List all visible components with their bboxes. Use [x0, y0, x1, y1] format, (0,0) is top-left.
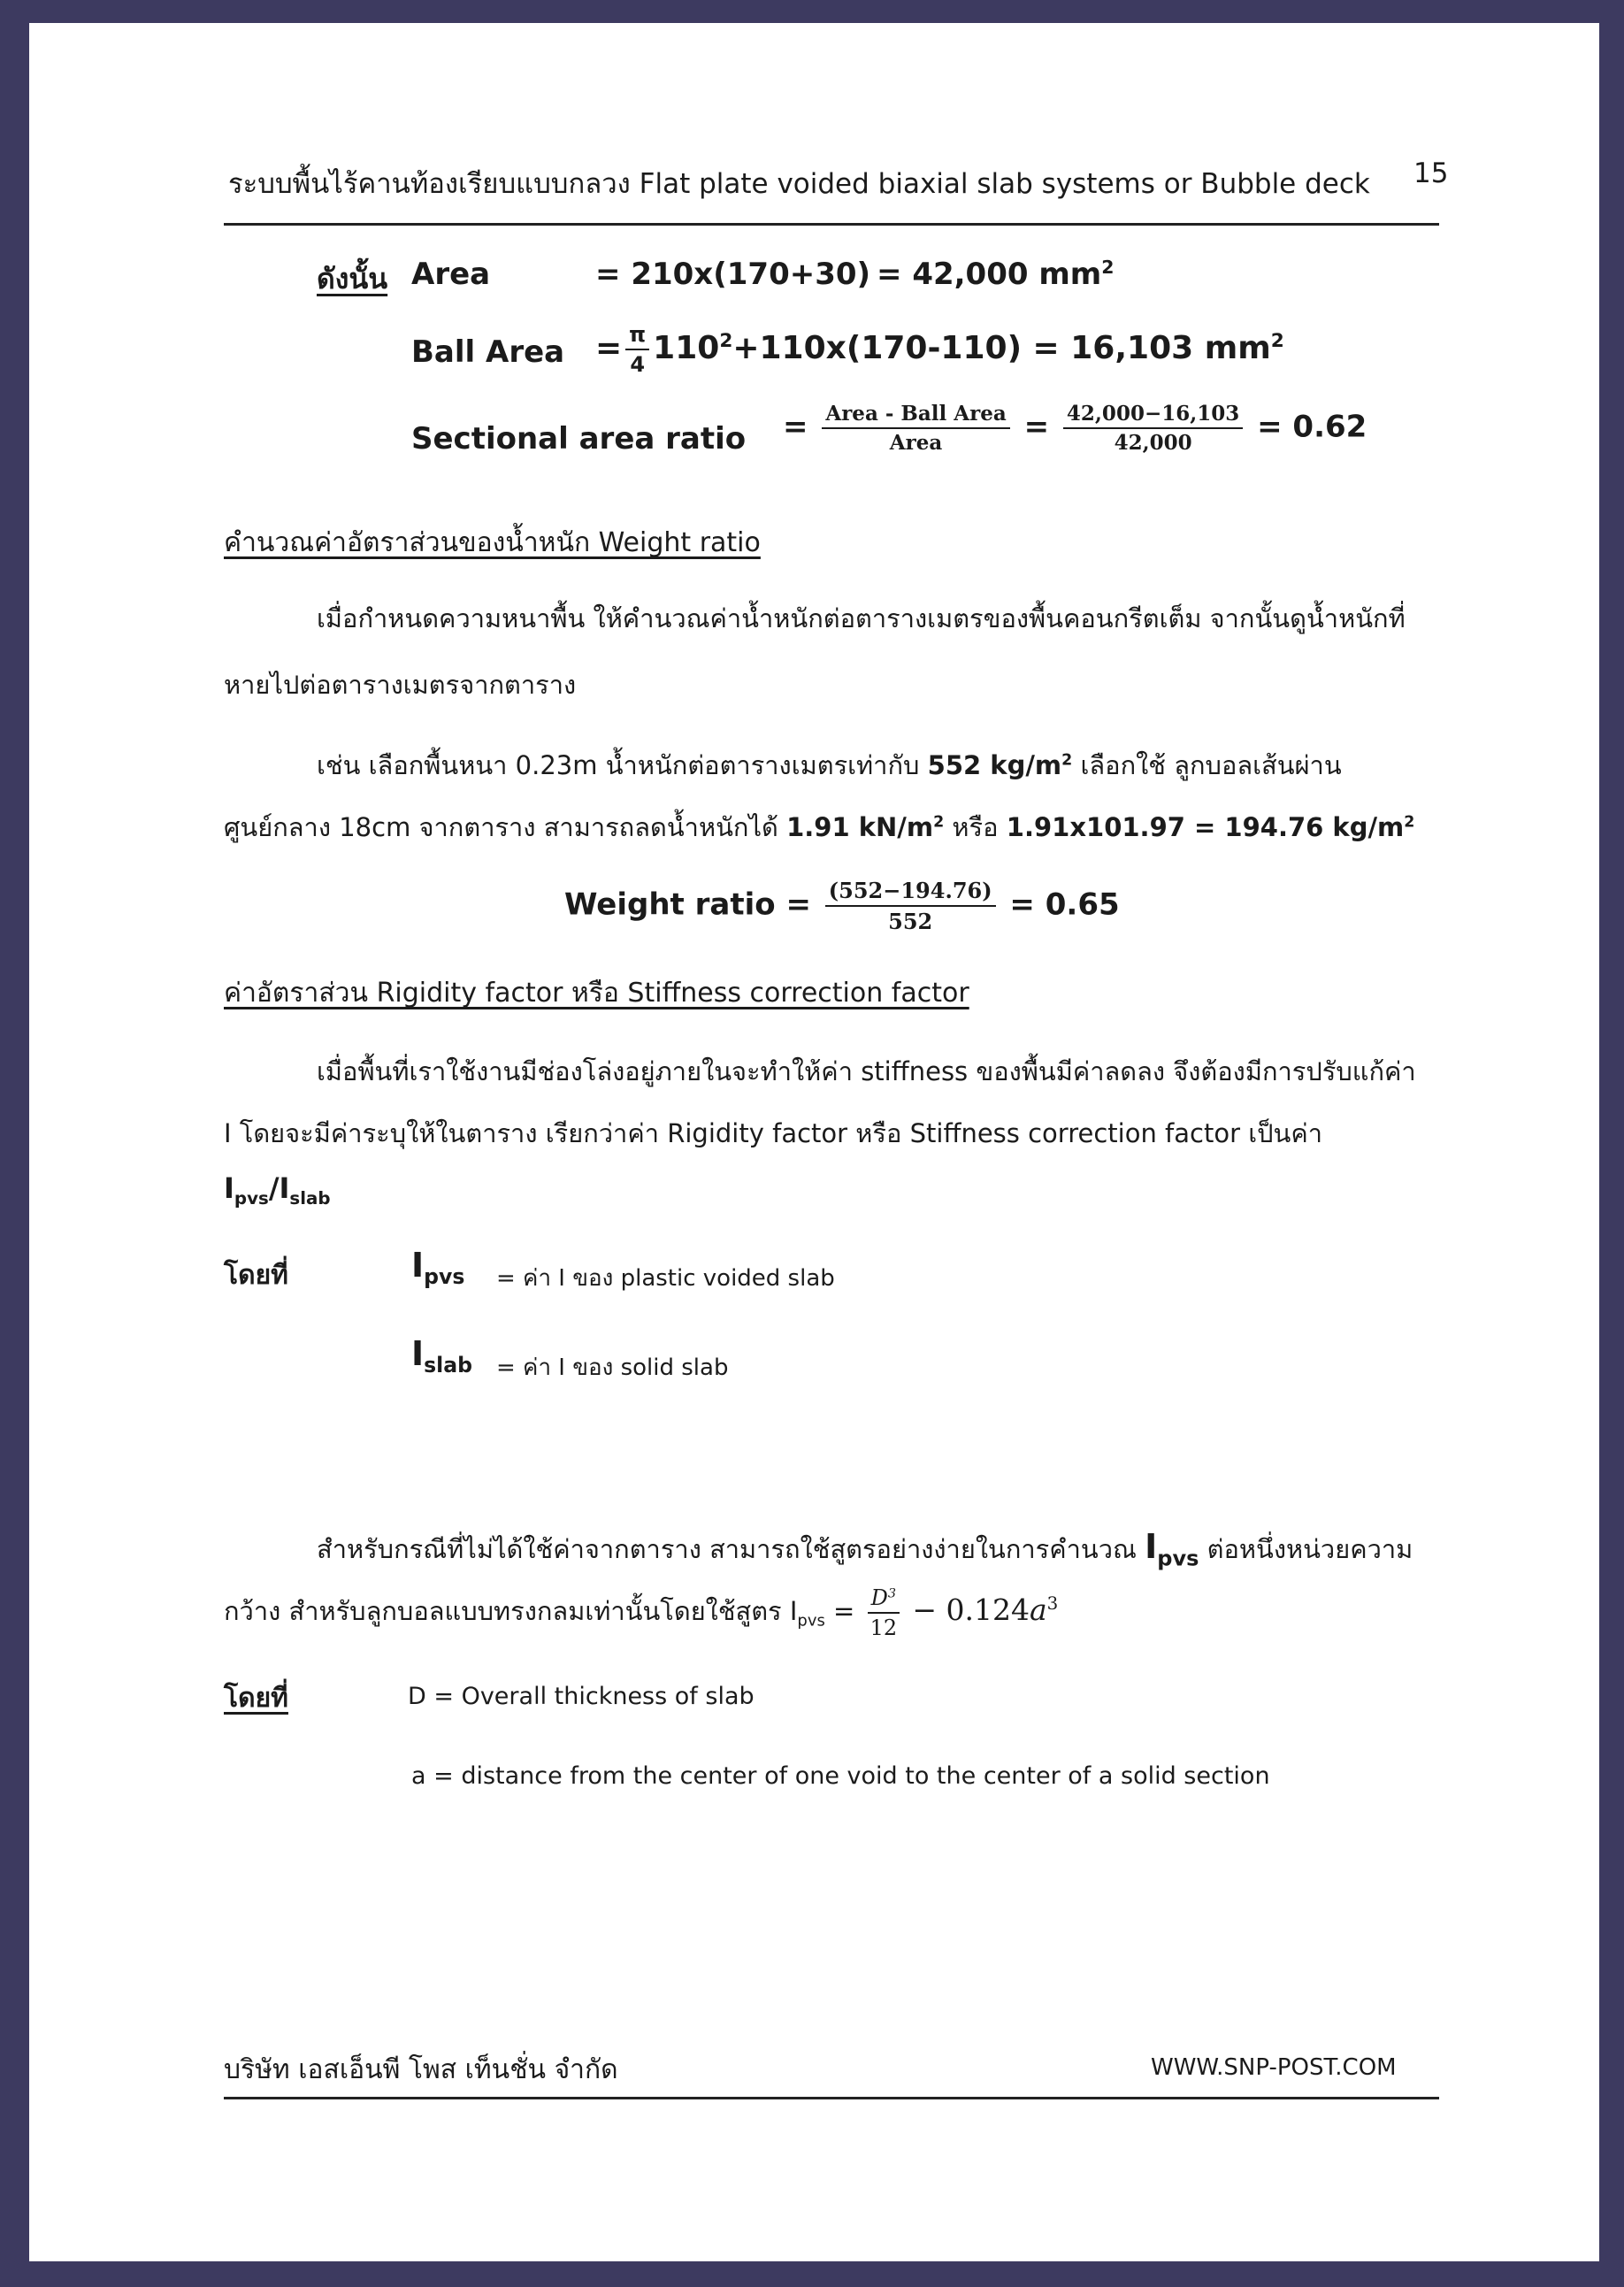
islab-symbol: $I_{slab}$ — [411, 1334, 472, 1378]
area-result: = 42,000 $mm^2$ — [877, 257, 1115, 293]
area-label: Area — [411, 257, 491, 292]
ipvs-definition: = ค่า I ของ plastic voided slab — [496, 1265, 835, 1292]
rigidity-para-line2: I โดยจะมีค่าระบุให้ในตาราง เรียกว่าค่า Rigidity factor หรือ Stiffness correction factor เป็นค่า — [224, 1118, 1323, 1148]
definition-d: D = Overall thickness of slab — [408, 1683, 755, 1710]
weight-ratio-equation: Weight ratio = $\frac{(552-194.76)}{552}$ = 0.65 — [564, 878, 1120, 934]
weight-para2-line1: เช่น เลือกพื้นหนา 0.23m น้ำหนักต่อตารางเมตรเท่ากับ 552 $kg/m^2$ เลือกใช้ ลูกบอลเส้นผ่าน — [317, 750, 1342, 780]
ball-area-label: Ball Area — [411, 334, 565, 370]
ipvs-symbol: $I_{pvs}$ — [411, 1246, 465, 1290]
formula-where-label: โดยที่ — [224, 1683, 288, 1714]
rigidity-para-line1: เมื่อพื้นที่เราใช้งานมีช่องโล่งอยู่ภายในจะทำให้ค่า stiffness ของพื้นมีค่าลดลง จึงต้องมีการปรับแก้ค่า — [317, 1056, 1416, 1086]
formula-para-line1: สำหรับกรณีที่ไม่ได้ใช้ค่าจากตาราง สามารถใช้สูตรอย่างง่ายในการคำนวณ $I_{pvs}$ ต่อหนึ่งหน่วยความ — [317, 1527, 1413, 1571]
therefore-label: ดังนั้น — [317, 262, 388, 295]
document-page — [29, 23, 1599, 2261]
formula-para-line2: กว้าง สำหรับลูกบอลแบบทรงกลมเท่านั้นโดยใช้สูตร $I_{pvs}$ = $\frac{D^3}{12}$ − $0.124a^3$ — [224, 1585, 1059, 1640]
page-number: 15 — [1413, 157, 1449, 189]
definition-a: a = distance from the center of one void to the center of a solid section — [411, 1762, 1270, 1790]
weight-ratio-heading: คำนวณค่าอัตราส่วนของน้ำหนัก Weight ratio — [224, 527, 761, 558]
footer-company: บริษัท เอสเอ็นพี โพส เท็นชั่น จำกัด — [224, 2054, 618, 2085]
weight-para1-line1: เมื่อกำหนดความหนาพื้น ให้คำนวณค่าน้ำหนักต่อตารางเมตรของพื้นคอนกรีตเต็ม จากนั้นดูน้ำหนักที่ — [317, 603, 1406, 633]
ball-area-expression: = $\frac{\pi}{4}$ $110^2+110x(170-110) = 16,103$ $mm^2$ — [595, 322, 1284, 377]
weight-para1-line2: หายไปต่อตารางเมตรจากตาราง — [224, 670, 577, 700]
header-title: ระบบพื้นไร้คานท้องเรียบแบบกลวง Flat plate voided biaxial slab systems or Bubble deck — [228, 168, 1370, 200]
rigidity-ratio: $I_{pvs}/I_{slab}$ — [224, 1171, 331, 1209]
footer-rule — [224, 2097, 1439, 2099]
rigidity-where-label: โดยที่ — [224, 1260, 288, 1291]
footer-website: WWW.SNP-POST.COM — [1151, 2054, 1397, 2081]
sectional-area-ratio-label: Sectional area ratio — [411, 421, 747, 457]
weight-para2-line2: ศูนย์กลาง 18cm จากตาราง สามารถลดน้ำหนักได้ 1.91 $kN/m^2$ หรือ 1.91x101.97 = 194.76 $kg/m^2$ — [224, 812, 1415, 842]
header-rule — [224, 223, 1439, 226]
islab-definition: = ค่า I ของ solid slab — [496, 1355, 729, 1381]
sectional-area-ratio-expression: = $\frac{\text{Area - Ball Area}}{\text{Area}}$ = $\frac{42,000-16,103}{42,000}$ = 0.62 — [783, 402, 1367, 455]
rigidity-heading: ค่าอัตราส่วน Rigidity factor หรือ Stiffness correction factor — [224, 978, 969, 1009]
area-expression: = 210x(170+30) — [595, 257, 871, 292]
